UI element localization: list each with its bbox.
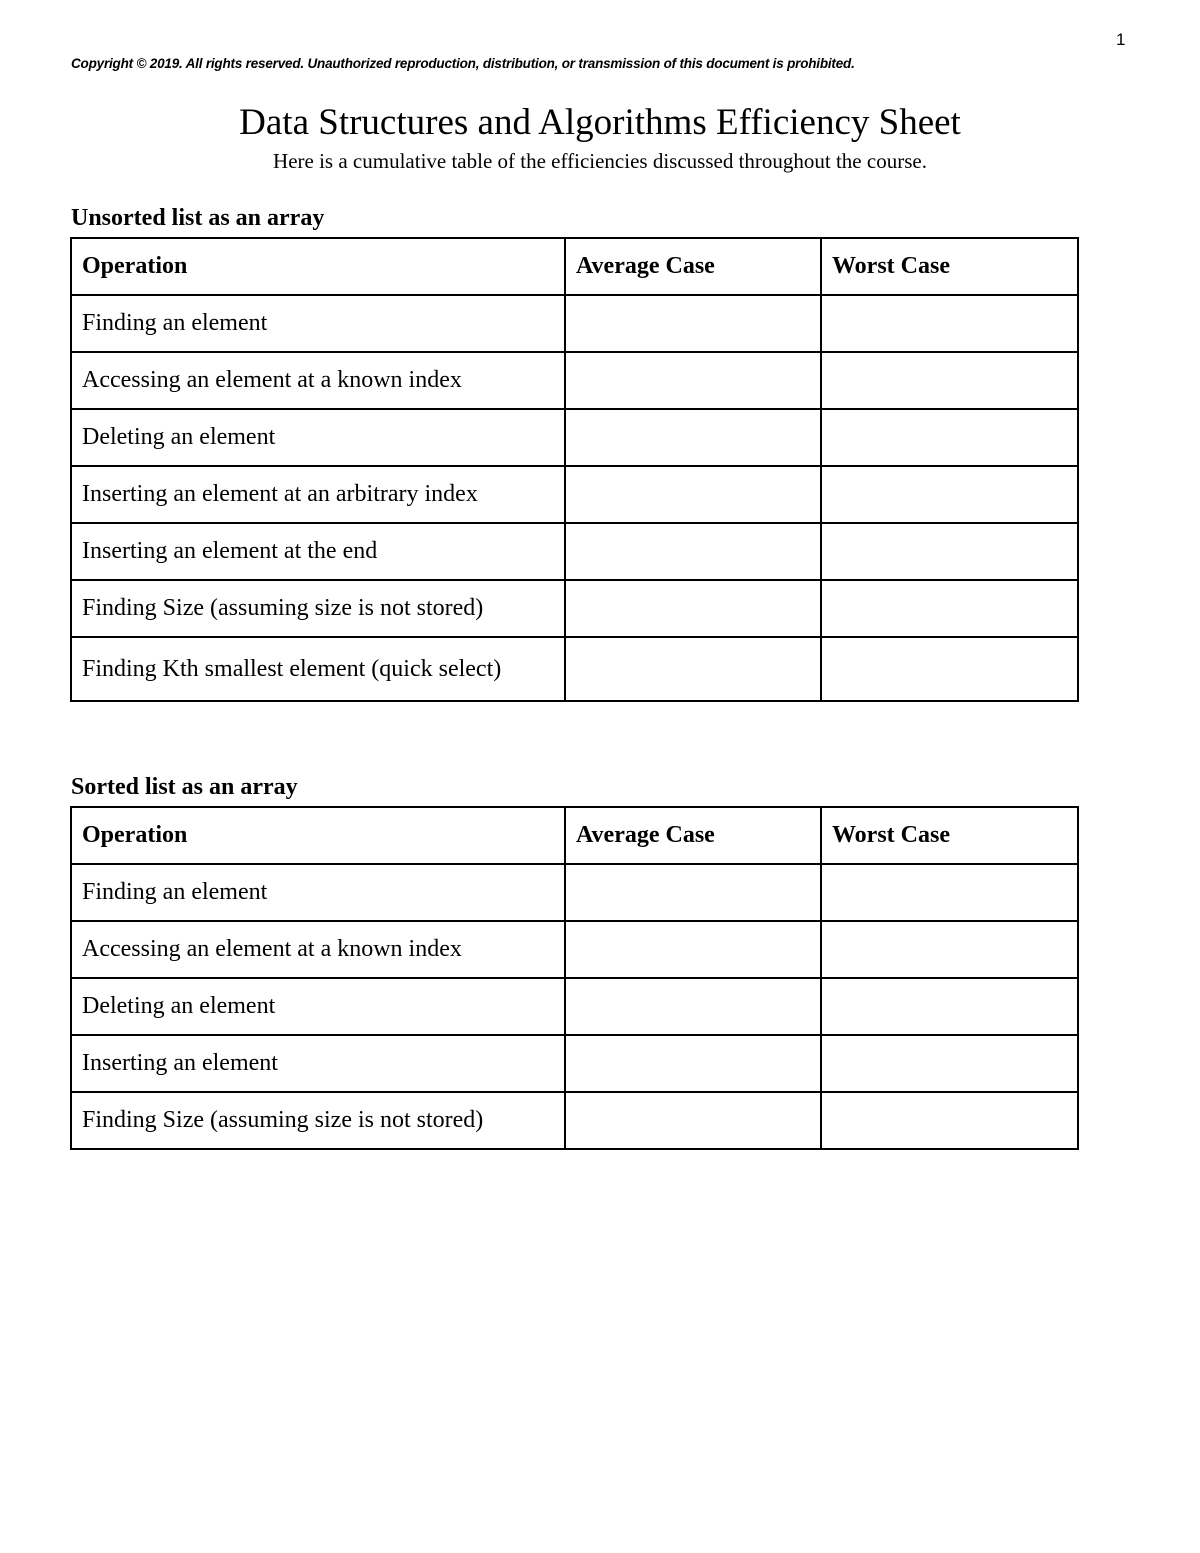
table-header-row xyxy=(71,238,1078,295)
table-row xyxy=(71,637,1078,701)
page-number: 1 xyxy=(1116,30,1126,49)
operation-cell: Inserting an element at the end xyxy=(71,523,565,580)
unsorted-efficiency-table xyxy=(70,237,1079,702)
table-row xyxy=(71,921,1078,978)
worst-case-cell[interactable] xyxy=(821,352,1078,409)
worst-case-cell[interactable] xyxy=(821,978,1078,1035)
average-case-cell[interactable] xyxy=(565,978,821,1035)
table-row xyxy=(71,409,1078,466)
average-case-cell[interactable] xyxy=(565,637,821,701)
average-case-cell[interactable] xyxy=(565,352,821,409)
worst-case-cell[interactable] xyxy=(821,523,1078,580)
worst-case-cell[interactable] xyxy=(821,921,1078,978)
column-header-operation: Operation xyxy=(71,238,565,295)
column-header-worst-case: Worst Case xyxy=(821,238,1078,295)
page-subtitle: Here is a cumulative table of the efficiencies discussed throughout the course. xyxy=(273,149,927,173)
worst-case-cell[interactable] xyxy=(821,295,1078,352)
column-header-worst-case: Worst Case xyxy=(821,807,1078,864)
worst-case-cell[interactable] xyxy=(821,1092,1078,1149)
average-case-cell[interactable] xyxy=(565,409,821,466)
table-row xyxy=(71,1035,1078,1092)
operation-cell: Finding an element xyxy=(71,295,565,352)
average-case-cell[interactable] xyxy=(565,864,821,921)
table-row xyxy=(71,580,1078,637)
copyright-notice: Copyright © 2019. All rights reserved. Unauthorized reproduction, distribution, or transmission of this document is prohibited. xyxy=(71,56,855,71)
average-case-cell[interactable] xyxy=(565,1092,821,1149)
table-row xyxy=(71,1092,1078,1149)
sorted-section-heading: Sorted list as an array xyxy=(71,774,298,800)
table-row xyxy=(71,523,1078,580)
operation-cell: Accessing an element at a known index xyxy=(71,352,565,409)
operation-cell: Deleting an element xyxy=(71,409,565,466)
column-header-operation: Operation xyxy=(71,807,565,864)
worst-case-cell[interactable] xyxy=(821,409,1078,466)
column-header-average-case: Average Case xyxy=(565,807,821,864)
average-case-cell[interactable] xyxy=(565,580,821,637)
average-case-cell[interactable] xyxy=(565,295,821,352)
unsorted-section-heading: Unsorted list as an array xyxy=(71,205,325,231)
table-row xyxy=(71,352,1078,409)
average-case-cell[interactable] xyxy=(565,1035,821,1092)
table-row xyxy=(71,864,1078,921)
column-header-average-case: Average Case xyxy=(565,238,821,295)
operation-cell: Inserting an element xyxy=(71,1035,565,1092)
worst-case-cell[interactable] xyxy=(821,637,1078,701)
table-row xyxy=(71,466,1078,523)
operation-cell: Finding an element xyxy=(71,864,565,921)
worst-case-cell[interactable] xyxy=(821,466,1078,523)
average-case-cell[interactable] xyxy=(565,921,821,978)
operation-cell: Finding Size (assuming size is not stored) xyxy=(71,1092,565,1149)
operation-cell: Accessing an element at a known index xyxy=(71,921,565,978)
average-case-cell[interactable] xyxy=(565,523,821,580)
operation-cell: Inserting an element at an arbitrary index xyxy=(71,466,565,523)
worst-case-cell[interactable] xyxy=(821,580,1078,637)
table-row xyxy=(71,978,1078,1035)
worst-case-cell[interactable] xyxy=(821,1035,1078,1092)
sorted-efficiency-table xyxy=(70,806,1079,1150)
page-title: Data Structures and Algorithms Efficiency Sheet xyxy=(239,102,961,143)
operation-cell: Finding Kth smallest element (quick select) xyxy=(71,637,565,701)
average-case-cell[interactable] xyxy=(565,466,821,523)
table-header-row xyxy=(71,807,1078,864)
worst-case-cell[interactable] xyxy=(821,864,1078,921)
table-row xyxy=(71,295,1078,352)
operation-cell: Deleting an element xyxy=(71,978,565,1035)
operation-cell: Finding Size (assuming size is not stored) xyxy=(71,580,565,637)
